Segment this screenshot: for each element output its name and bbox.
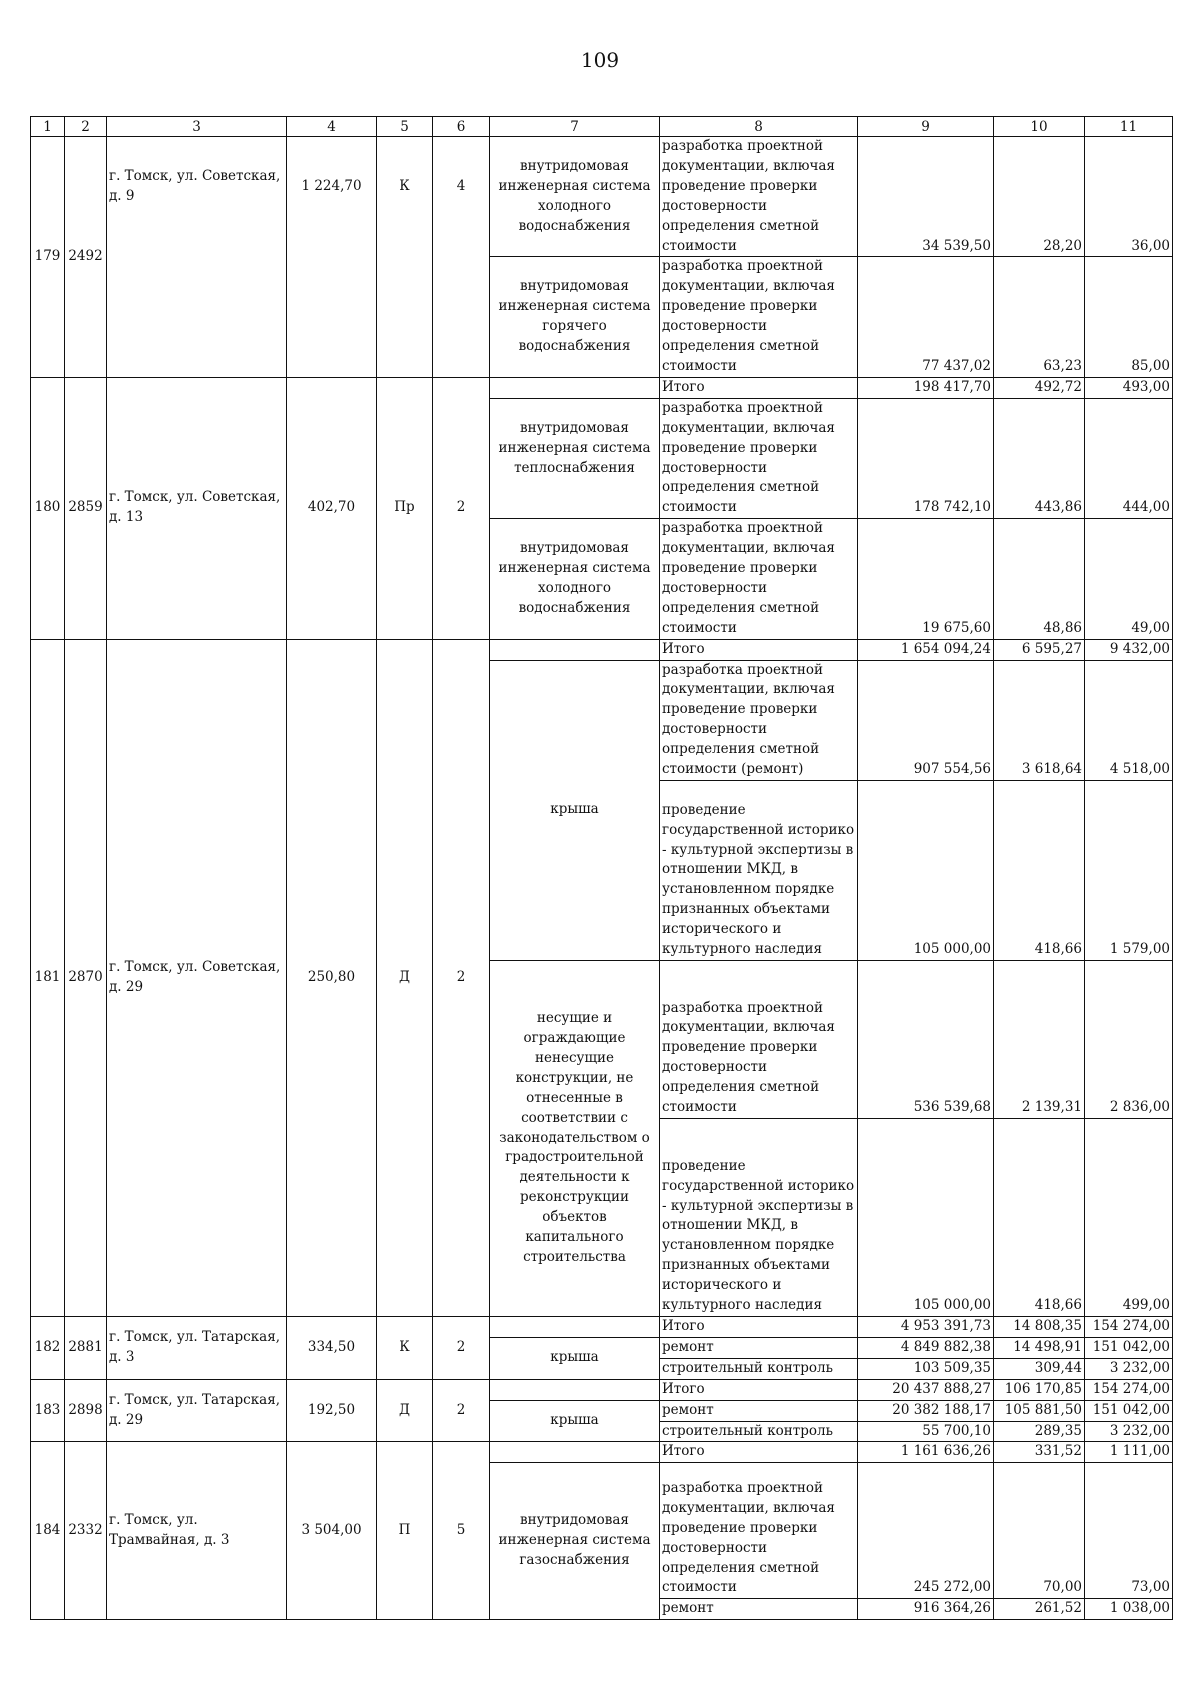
total-cost: 198 417,70 (858, 377, 994, 398)
limit-value: 49,00 (1085, 519, 1173, 639)
cost-value: 4 849 882,38 (858, 1337, 994, 1358)
empty-cell (490, 1317, 660, 1338)
cost-value: 103 509,35 (858, 1358, 994, 1379)
work-description: разработка проектной документации, включая проведение проверки достоверности определения сметной стоимости (660, 398, 858, 518)
column-header: 6 (433, 117, 490, 137)
total-limit: 1 111,00 (1085, 1442, 1173, 1463)
address: г. Томск, ул. Трамвайная, д. 3 (107, 1442, 287, 1620)
area: 1 224,70 (287, 137, 377, 378)
total-label: Итого (660, 377, 858, 398)
unit-cost-value: 28,20 (994, 137, 1085, 257)
total-limit: 9 432,00 (1085, 639, 1173, 660)
unit-cost-value: 443,86 (994, 398, 1085, 518)
limit-value: 151 042,00 (1085, 1400, 1173, 1421)
cost-value: 245 272,00 (858, 1463, 994, 1599)
column-header: 4 (287, 117, 377, 137)
row-number: 182 (31, 1317, 65, 1380)
work-description: ремонт (660, 1599, 858, 1620)
work-description: разработка проектной документации, включая проведение проверки достоверности определения сметной стоимости (660, 961, 858, 1119)
work-description: ремонт (660, 1400, 858, 1421)
row-number: 179 (31, 137, 65, 378)
system-name: крыша (490, 1400, 660, 1442)
area: 334,50 (287, 1317, 377, 1380)
building-type: Пр (377, 377, 433, 639)
cost-value: 55 700,10 (858, 1421, 994, 1442)
limit-value: 36,00 (1085, 137, 1173, 257)
column-header: 8 (660, 117, 858, 137)
capital-repair-table (30, 116, 1173, 1620)
cost-value: 77 437,02 (858, 257, 994, 377)
table-row (31, 639, 1173, 660)
limit-value: 499,00 (1085, 1119, 1173, 1317)
floors: 2 (433, 639, 490, 1316)
unit-cost-value: 63,23 (994, 257, 1085, 377)
total-label: Итого (660, 1317, 858, 1338)
address: г. Томск, ул. Татарская, д. 29 (107, 1379, 287, 1442)
work-description: строительный контроль (660, 1358, 858, 1379)
column-header: 1 (31, 117, 65, 137)
empty-cell (490, 1379, 660, 1400)
work-description: разработка проектной документации, включая проведение проверки достоверности определения сметной стоимости (660, 137, 858, 257)
unit-cost-value: 309,44 (994, 1358, 1085, 1379)
limit-value: 3 232,00 (1085, 1421, 1173, 1442)
cost-value: 105 000,00 (858, 781, 994, 961)
table-row (31, 137, 1173, 257)
building-type: К (377, 1317, 433, 1380)
total-unit-cost: 331,52 (994, 1442, 1085, 1463)
unit-cost-value: 14 498,91 (994, 1337, 1085, 1358)
total-unit-cost: 14 808,35 (994, 1317, 1085, 1338)
building-type: Д (377, 1379, 433, 1442)
cost-value: 536 539,68 (858, 961, 994, 1119)
column-header: 7 (490, 117, 660, 137)
limit-value: 444,00 (1085, 398, 1173, 518)
house-code: 2898 (65, 1379, 107, 1442)
floors: 2 (433, 377, 490, 639)
floors: 2 (433, 1379, 490, 1442)
area: 402,70 (287, 377, 377, 639)
address: г. Томск, ул. Советская, д. 29 (107, 639, 287, 1316)
table-row (31, 1317, 1173, 1338)
work-description: разработка проектной документации, включая проведение проверки достоверности определения сметной стоимости (ремонт) (660, 660, 858, 780)
limit-value: 4 518,00 (1085, 660, 1173, 780)
total-unit-cost: 492,72 (994, 377, 1085, 398)
cost-value: 916 364,26 (858, 1599, 994, 1620)
floors: 4 (433, 137, 490, 378)
area: 250,80 (287, 639, 377, 1316)
empty-cell (490, 639, 660, 660)
cost-value: 34 539,50 (858, 137, 994, 257)
total-label: Итого (660, 1379, 858, 1400)
system-name: внутридомовая инженерная система газоснабжения (490, 1463, 660, 1620)
system-name: внутридомовая инженерная система холодного водоснабжения (490, 137, 660, 257)
limit-value: 73,00 (1085, 1463, 1173, 1599)
column-header: 9 (858, 117, 994, 137)
work-description: проведение государственной историко - культурной экспертизы в отношении МКД, в установленном порядке признанных объектами исторического и культурного наследия (660, 1119, 858, 1317)
work-description: разработка проектной документации, включая проведение проверки достоверности определения сметной стоимости (660, 519, 858, 639)
house-code: 2859 (65, 377, 107, 639)
cost-value: 178 742,10 (858, 398, 994, 518)
empty-cell (490, 377, 660, 398)
unit-cost-value: 70,00 (994, 1463, 1085, 1599)
unit-cost-value: 2 139,31 (994, 961, 1085, 1119)
table-row (31, 1379, 1173, 1400)
column-header: 2 (65, 117, 107, 137)
work-description: проведение государственной историко - культурной экспертизы в отношении МКД, в установленном порядке признанных объектами исторического и культурного наследия (660, 781, 858, 961)
total-cost: 1 654 094,24 (858, 639, 994, 660)
limit-value: 2 836,00 (1085, 961, 1173, 1119)
floors: 5 (433, 1442, 490, 1620)
building-type: Д (377, 639, 433, 1316)
row-number: 181 (31, 639, 65, 1316)
total-unit-cost: 6 595,27 (994, 639, 1085, 660)
system-name: внутридомовая инженерная система теплоснабжения (490, 398, 660, 518)
limit-value: 151 042,00 (1085, 1337, 1173, 1358)
total-limit: 493,00 (1085, 377, 1173, 398)
system-name: внутридомовая инженерная система горячего водоснабжения (490, 257, 660, 377)
floors: 2 (433, 1317, 490, 1380)
house-code: 2492 (65, 137, 107, 378)
limit-value: 85,00 (1085, 257, 1173, 377)
work-description: ремонт (660, 1337, 858, 1358)
total-limit: 154 274,00 (1085, 1317, 1173, 1338)
cost-value: 19 675,60 (858, 519, 994, 639)
table-row (31, 1442, 1173, 1463)
total-label: Итого (660, 639, 858, 660)
total-cost: 1 161 636,26 (858, 1442, 994, 1463)
address: г. Томск, ул. Татарская, д. 3 (107, 1317, 287, 1380)
column-header: 10 (994, 117, 1085, 137)
building-type: П (377, 1442, 433, 1620)
row-number: 183 (31, 1379, 65, 1442)
cost-value: 907 554,56 (858, 660, 994, 780)
page-number: 109 (580, 48, 620, 72)
column-header-row (31, 117, 1173, 137)
work-description: разработка проектной документации, включая проведение проверки достоверности определения сметной стоимости (660, 1463, 858, 1599)
address: г. Томск, ул. Советская, д. 13 (107, 377, 287, 639)
system-name: несущие и ограждающие ненесущие конструкции, не отнесенные в соответствии с законодательством о градостроительной деятельности к реконструкции объектов капитального строительства (490, 961, 660, 1317)
house-code: 2332 (65, 1442, 107, 1620)
column-header: 11 (1085, 117, 1173, 137)
column-header: 3 (107, 117, 287, 137)
total-label: Итого (660, 1442, 858, 1463)
unit-cost-value: 48,86 (994, 519, 1085, 639)
column-header: 5 (377, 117, 433, 137)
unit-cost-value: 289,35 (994, 1421, 1085, 1442)
total-cost: 4 953 391,73 (858, 1317, 994, 1338)
area: 192,50 (287, 1379, 377, 1442)
total-limit: 154 274,00 (1085, 1379, 1173, 1400)
unit-cost-value: 418,66 (994, 781, 1085, 961)
empty-cell (490, 1442, 660, 1463)
area: 3 504,00 (287, 1442, 377, 1620)
house-code: 2870 (65, 639, 107, 1316)
work-description: строительный контроль (660, 1421, 858, 1442)
address: г. Томск, ул. Советская, д. 9 (107, 137, 287, 378)
unit-cost-value: 105 881,50 (994, 1400, 1085, 1421)
row-number: 184 (31, 1442, 65, 1620)
cost-value: 105 000,00 (858, 1119, 994, 1317)
limit-value: 1 579,00 (1085, 781, 1173, 961)
total-cost: 20 437 888,27 (858, 1379, 994, 1400)
cost-value: 20 382 188,17 (858, 1400, 994, 1421)
limit-value: 1 038,00 (1085, 1599, 1173, 1620)
table-row (31, 377, 1173, 398)
system-name: крыша (490, 1337, 660, 1379)
unit-cost-value: 3 618,64 (994, 660, 1085, 780)
total-unit-cost: 106 170,85 (994, 1379, 1085, 1400)
unit-cost-value: 418,66 (994, 1119, 1085, 1317)
row-number: 180 (31, 377, 65, 639)
unit-cost-value: 261,52 (994, 1599, 1085, 1620)
building-type: К (377, 137, 433, 378)
work-description: разработка проектной документации, включая проведение проверки достоверности определения сметной стоимости (660, 257, 858, 377)
system-name: крыша (490, 660, 660, 960)
house-code: 2881 (65, 1317, 107, 1380)
system-name: внутридомовая инженерная система холодного водоснабжения (490, 519, 660, 639)
limit-value: 3 232,00 (1085, 1358, 1173, 1379)
